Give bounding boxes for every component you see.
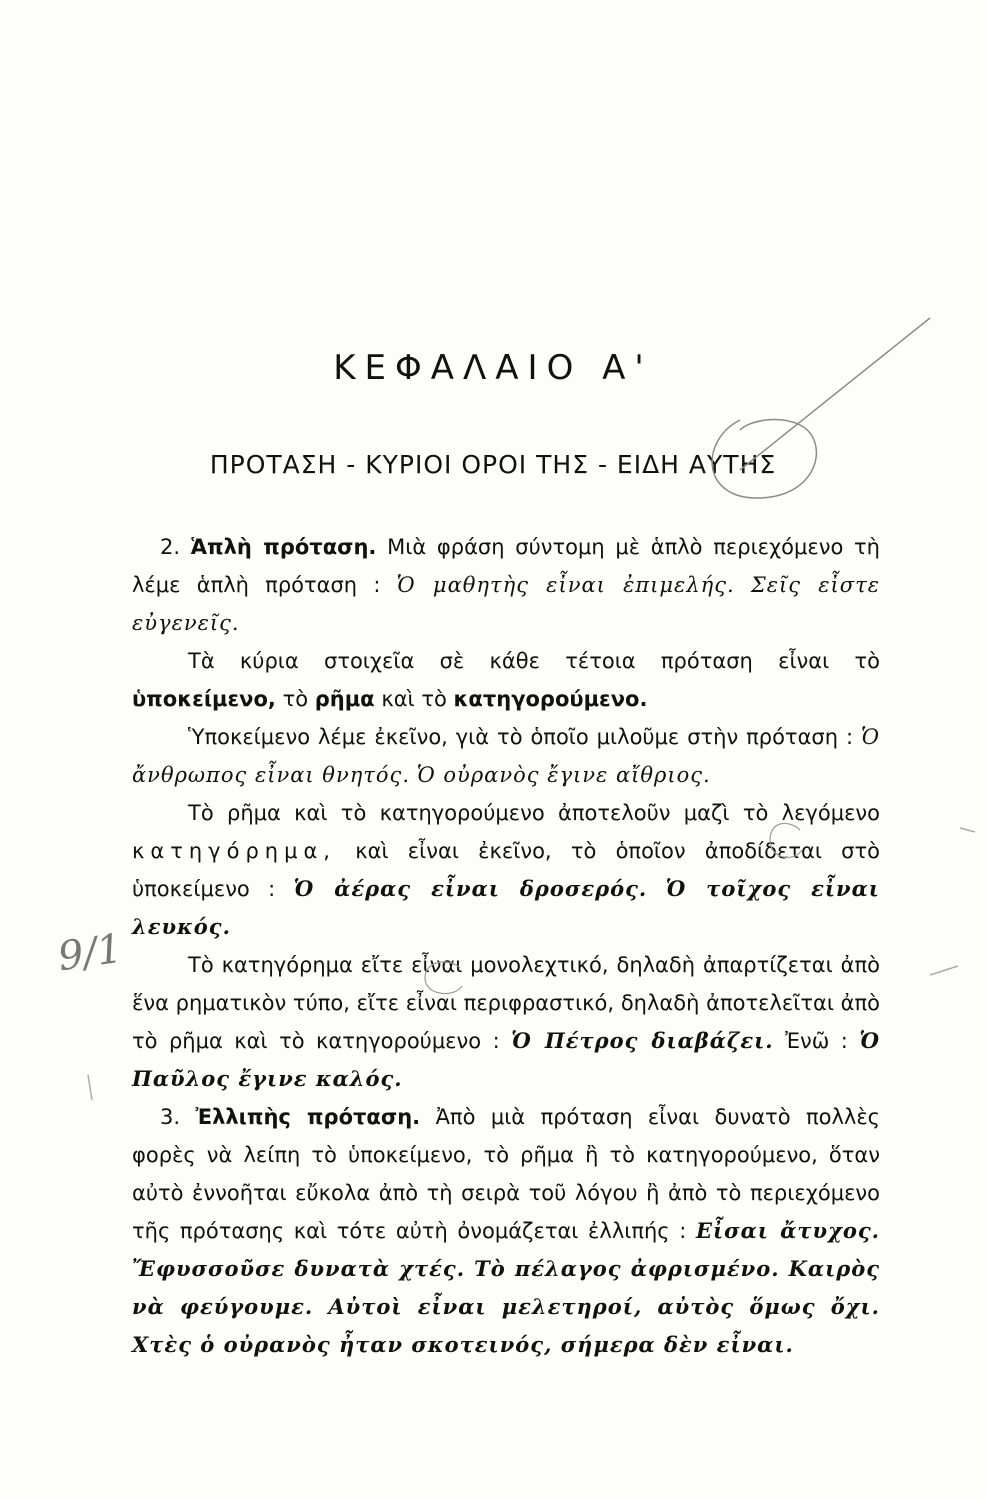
example-text: Ὁ τοῖχος εἶναι λευκός. (132, 876, 880, 939)
example-text: Ὁ Πέτρος διαβάζει. (511, 1028, 774, 1053)
example-text: Ὁ ἄνθρωπος εἶναι θνητός. (132, 725, 880, 787)
paragraph-text: Ὑποκείμενο λέμε ἐκεῖνο, γιὰ τὸ ὁποῖο μιλοῦμε στὴν πρόταση : (188, 725, 854, 749)
paragraph-text: τὸ (282, 687, 309, 711)
chapter-title: ΚΕΦΑΛΑΙΟ Α' (333, 348, 653, 388)
paragraph-predicate (132, 794, 880, 946)
example-text: Ὁ ἀέρας εἶναι δροσερός. (293, 876, 648, 901)
example-text: Ὁ οὐρανὸς ἔγινε αἴθριος. (416, 763, 711, 787)
pencil-diagonal-stroke (740, 318, 930, 470)
section-heading: Ἐλλιπὴς πρόταση. (195, 1105, 421, 1129)
example-text: Ὁ Παῦλος ἔγινε καλός. (132, 1028, 880, 1091)
paragraph-text: Ἐνῶ : (785, 1029, 848, 1053)
term-subject: ὑποκείμενο, (132, 687, 276, 711)
paragraph-elliptical-sentence (132, 1098, 880, 1364)
section-title: ΠΡΟΤΑΣΗ - ΚΥΡΙΟΙ ΟΡΟΙ ΤΗΣ - ΕΙΔΗ ΑΥΤΗΣ (209, 450, 777, 479)
paragraph-text: Τὰ κύρια στοιχεῖα σὲ κάθε τέτοια πρόταση εἶναι τὸ (188, 649, 880, 673)
pencil-margin-dash (930, 966, 958, 975)
section-number: 2. (160, 535, 181, 559)
paragraph-text: Τὸ κατηγόρημα εἴτε εἶναι μονολεχτικό, δηλαδὴ ἀπαρτίζεται ἀπὸ ἕνα ρηματικὸν τύπο, εἴτε εἶναι περιφραστικό, δηλαδὴ ἀποτελεῖται ἀπὸ τὸ ρῆμα καὶ τὸ κατηγορούμενο : (132, 953, 880, 1053)
handwritten-margin-note: 9/1 (55, 925, 126, 981)
body-text (132, 528, 880, 1364)
paragraph-text: Μιὰ φράση σύντομη μὲ ἁπλὸ περιεχόμενο τὴ λέμε ἁπλὴ πρόταση : (132, 535, 880, 597)
pencil-margin-dash (960, 828, 975, 832)
example-text: Σεῖς εἶστε εὐγενεῖς. (132, 573, 880, 635)
paragraph-text: Τὸ ρῆμα καὶ τὸ κατηγορούμενο ἀποτελοῦν μαζὶ τὸ λεγόμενο (188, 801, 880, 825)
section-heading: Ἁπλὴ πρόταση. (190, 535, 377, 559)
example-text: Εἶσαι ἄτυχος. Ἔφυσσοῦσε δυνατὰ χτές. Τὸ πέλαγος ἀφρισμένο. Καιρὸς νὰ φεύγουμε. Αὐτοὶ εἶναι μελετηροί, αὐτὸς ὅμως ὄχι. Χτὲς ὁ οὐρανὸς ἦταν σκοτεινός, σήμερα δὲν εἶναι. (132, 1218, 880, 1357)
section-number: 3. (160, 1105, 181, 1129)
pencil-margin-dash (88, 1075, 92, 1100)
paragraph-text: καὶ τὸ (381, 687, 447, 711)
term-predicate: κατηγορούμενο. (453, 687, 648, 711)
paragraph-text: Ἀπὸ μιὰ πρόταση εἶναι δυνατὸ πολλὲς φορὲς νὰ λείπη τὸ ὑποκείμενο, τὸ ρῆμα ἢ τὸ κατηγορούμενο, ὅταν αὐτὸ ἐννοῆται εὔκολα ἀπὸ τὴ σειρὰ τοῦ λόγου ἢ ἀπὸ τὸ περιεχόμενο τῆς πρότασης καὶ τότε αὐτὴ ὀνομάζεται ἐλλιπής : (132, 1105, 880, 1243)
term-verb: ρῆμα (314, 687, 375, 711)
paragraph-simple-sentence (132, 528, 880, 642)
example-text: Ὁ μαθητὴς εἶναι ἐπιμελής. (396, 573, 735, 597)
paragraph-predication-types (132, 946, 880, 1098)
paragraph-subject (132, 718, 880, 794)
term-predication: κατηγόρημα, (132, 839, 336, 863)
paragraph-text: καὶ εἶναι ἐκεῖνο, τὸ ὁποῖον ἀποδίδεται στὸ ὑποκείμενο : (132, 839, 880, 901)
paragraph-main-elements (132, 642, 880, 718)
